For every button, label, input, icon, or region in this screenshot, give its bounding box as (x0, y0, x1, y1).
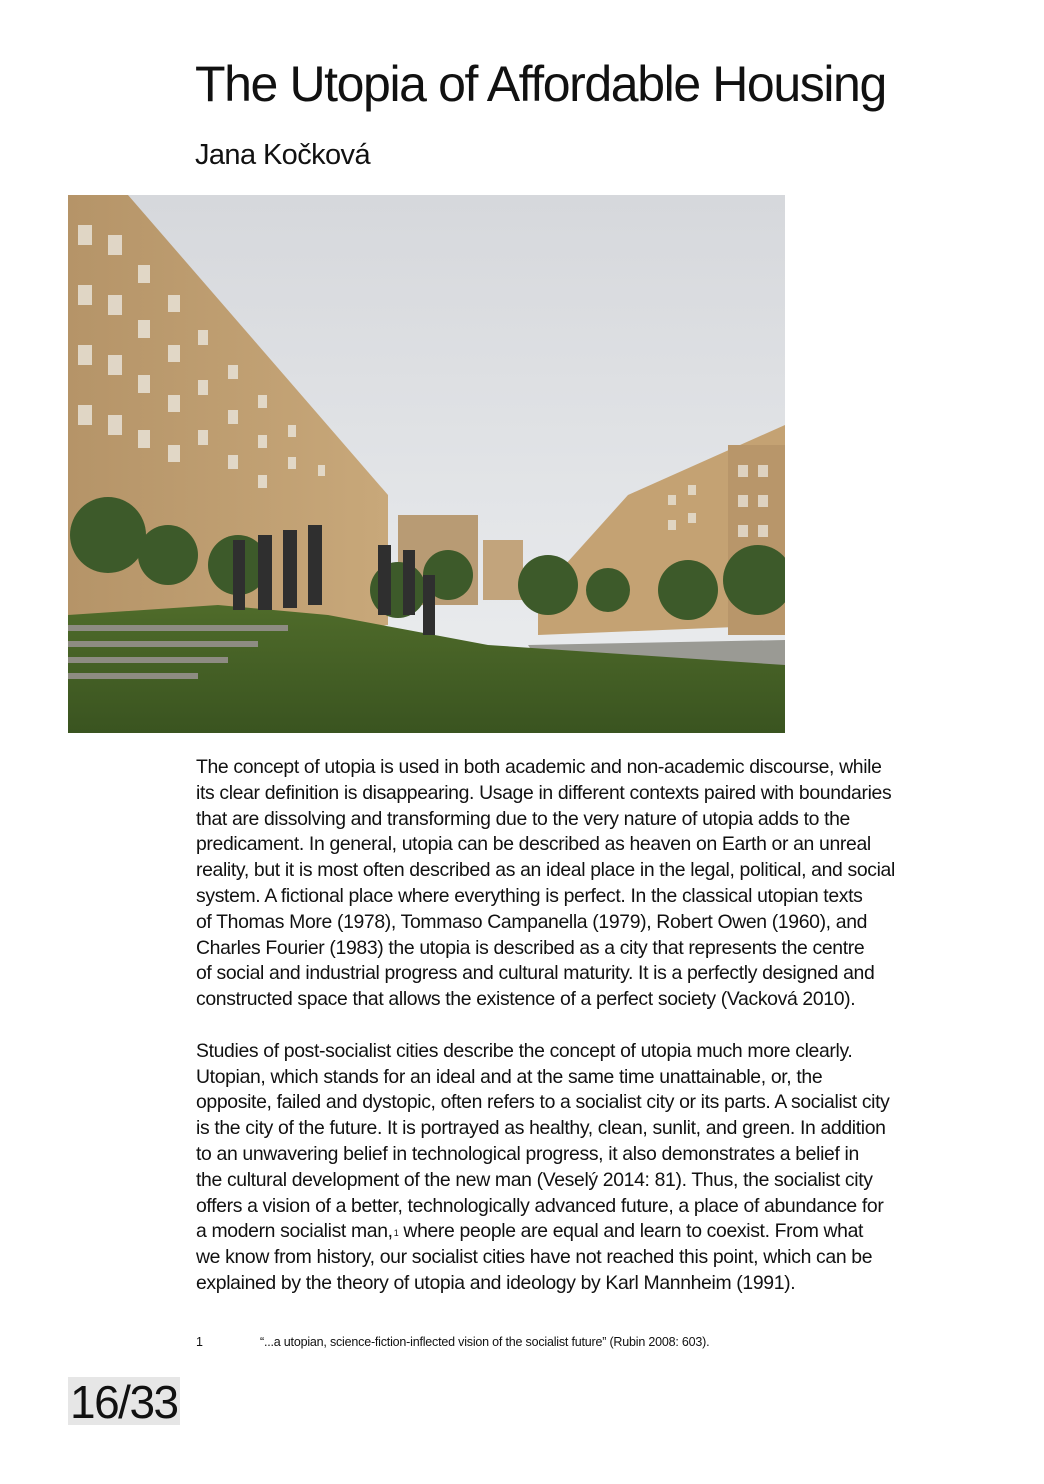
text-line: Utopian, which stands for an ideal and at the same time unattainable, or, the (196, 1065, 823, 1088)
footnote-reference[interactable]: 1 (393, 1228, 399, 1239)
footnote-number: 1 (196, 1335, 203, 1349)
text-line: predicament. In general, utopia can be described as heaven on Earth or an unreal (196, 833, 871, 856)
text-line: The concept of utopia is used in both academic and non-academic discourse, while (196, 756, 882, 778)
text-segment: a modern socialist man, (196, 1220, 393, 1243)
housing-estate-photo (68, 195, 785, 733)
text-line: constructed space that allows the existence of a perfect society (Vacková 2010). (196, 988, 856, 1011)
text-line: reality, but it is most often described as an ideal place in the legal, political, and social (196, 859, 895, 882)
text-segment: where people are equal and learn to coexist. From what (398, 1220, 864, 1243)
text-line: system. A fictional place where everything is perfect. In the classical utopian texts (196, 884, 863, 907)
text-line: that are dissolving and transforming due to the very nature of utopia adds to the (196, 807, 850, 830)
page-number: 16/33 (70, 1376, 178, 1428)
text-line: explained by the theory of utopia and ideology by Karl Mannheim (1991). (196, 1271, 796, 1294)
paragraph-2 (196, 1039, 996, 1297)
text-line: Charles Fourier (1983) the utopia is described as a city that represents the centre (196, 936, 865, 959)
paragraph-1 (196, 755, 996, 1013)
text-line: is the city of the future. It is portrayed as healthy, clean, sunlit, and green. In addition (196, 1117, 886, 1140)
text-line: opposite, failed and dystopic, often refers to a socialist city or its parts. A socialist city (196, 1091, 890, 1114)
text-line: its clear definition is disappearing. Usage in different contexts paired with boundaries (196, 781, 892, 804)
article-title: The Utopia of Affordable Housing (195, 56, 886, 112)
text-line: Studies of post-socialist cities describe the concept of utopia much more clearly. (196, 1039, 853, 1062)
article-author: Jana Kočková (195, 139, 370, 171)
text-line: the cultural development of the new man (Veselý 2014: 81). Thus, the socialist city (196, 1168, 873, 1191)
article-body (196, 755, 996, 1323)
text-line: offers a vision of a better, technologically advanced future, a place of abundance for (196, 1194, 884, 1217)
text-line: to an unwavering belief in technological progress, it also demonstrates a belief in (196, 1142, 859, 1165)
footnote-text: “...a utopian, science-fiction-inflected vision of the socialist future” (Rubin 2008: 603). (260, 1335, 710, 1349)
text-line: of social and industrial progress and cultural maturity. It is a perfectly designed and (196, 962, 875, 985)
text-line: we know from history, our socialist cities have not reached this point, which can be (196, 1246, 873, 1269)
text-line-with-footnote-ref (196, 1219, 996, 1245)
text-line: of Thomas More (1978), Tommaso Campanella (1979), Robert Owen (1960), and (196, 910, 868, 933)
